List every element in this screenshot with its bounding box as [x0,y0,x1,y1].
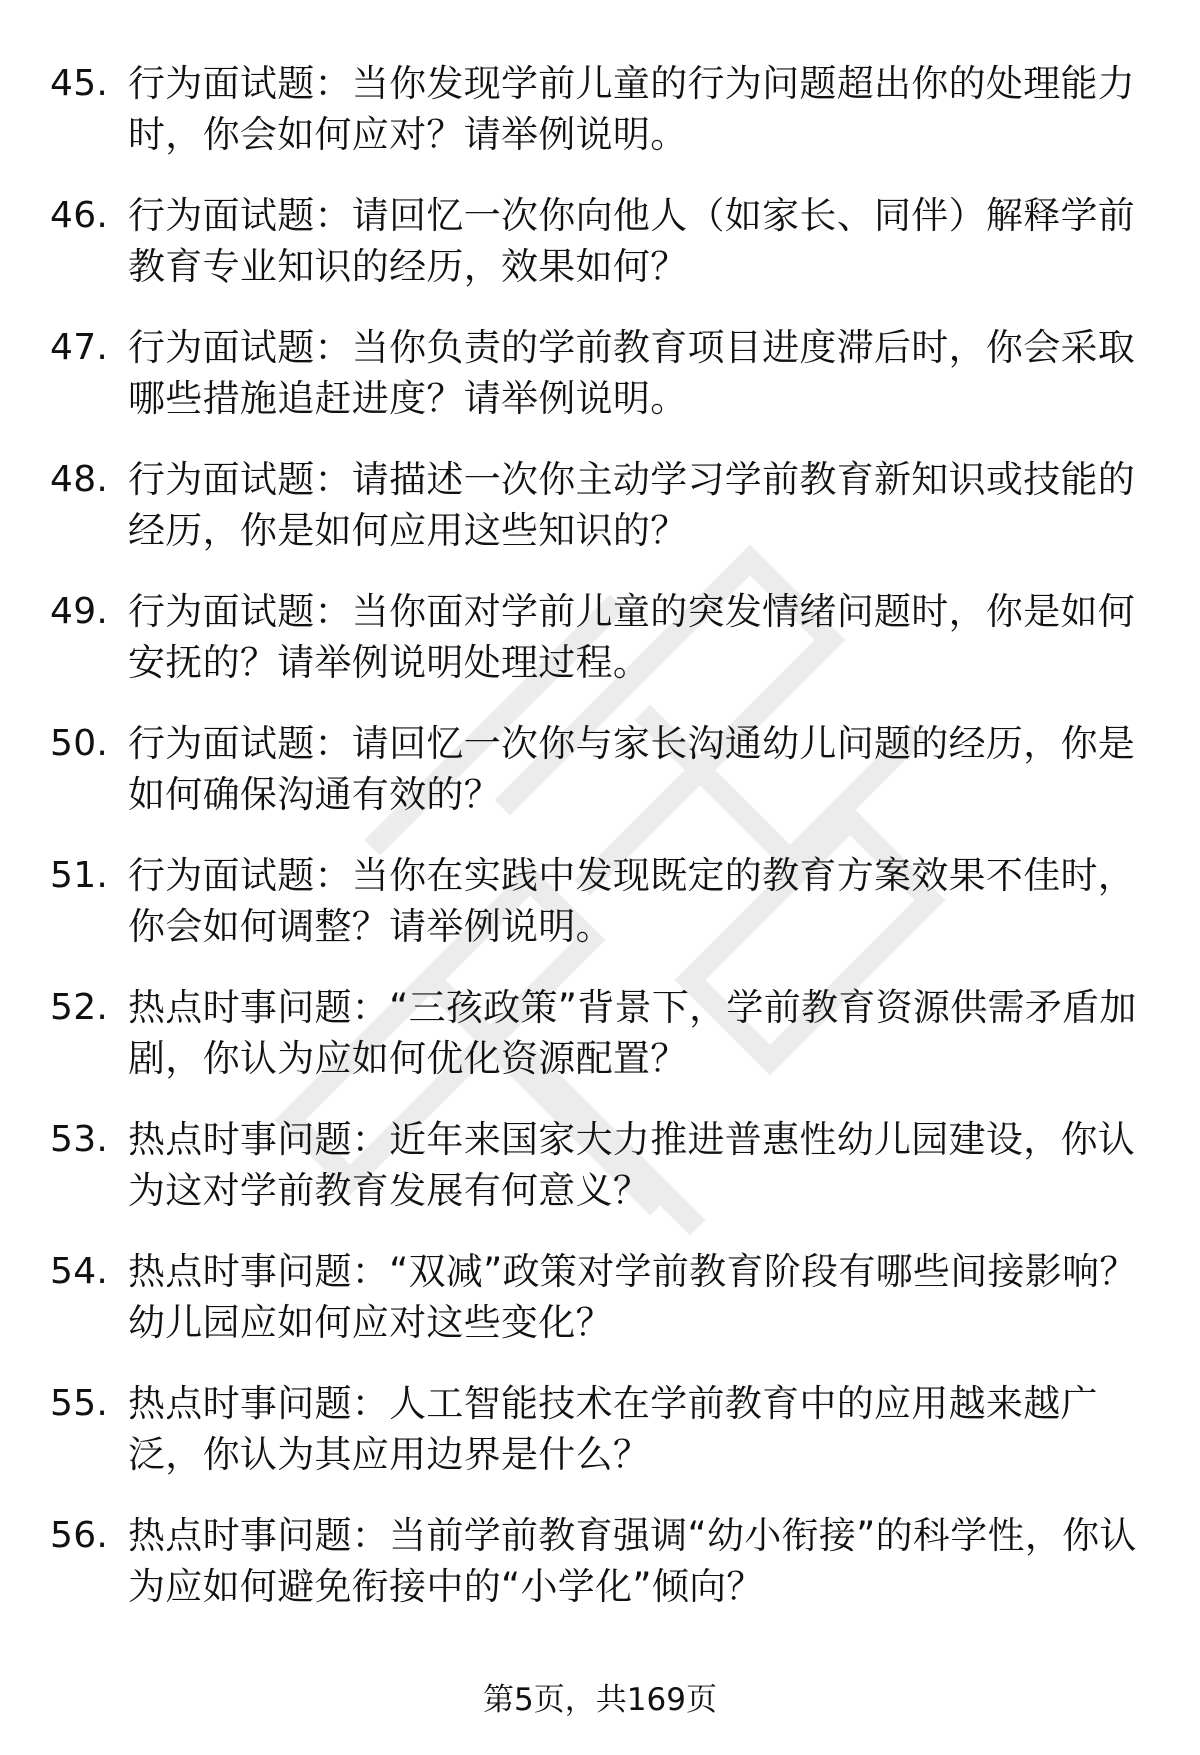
question-text: 行为面试题：请回忆一次你向他人（如家长、同伴）解释学前教育专业知识的经历，效果如何？ [128,194,1136,288]
question-number: 46. [50,195,109,236]
question-number: 45. [50,63,109,104]
question-text: 热点时事问题：“双减”政策对学前教育阶段有哪些间接影响？幼儿园应如何应对这些变化？ [128,1250,1137,1344]
question-item [50,322,1150,424]
question-number: 49. [50,591,109,632]
question-item [50,190,1150,292]
question-text: 热点时事问题：人工智能技术在学前教育中的应用越来越广泛，你认为其应用边界是什么？ [128,1382,1098,1476]
question-number: 52. [50,987,109,1028]
question-text: 热点时事问题：当前学前教育强调“幼小衔接”的科学性，你认为应如何避免衔接中的“小学化”倾向？ [128,1514,1137,1608]
question-number: 48. [50,459,109,500]
question-text: 行为面试题：当你面对学前儿童的突发情绪问题时，你是如何安抚的？请举例说明处理过程。 [128,590,1136,684]
question-text: 行为面试题：当你在实践中发现既定的教育方案效果不佳时，你会如何调整？请举例说明。 [128,854,1136,948]
question-item [50,1378,1150,1480]
question-text: 热点时事问题：近年来国家大力推进普惠性幼儿园建设，你认为这对学前教育发展有何意义？ [128,1118,1136,1212]
question-number: 50. [50,723,109,764]
question-number: 51. [50,855,109,896]
page-number: 第5页，共169页 [483,1682,717,1718]
question-text: 行为面试题：当你发现学前儿童的行为问题超出你的处理能力时，你会如何应对？请举例说明。 [128,62,1136,156]
question-text: 行为面试题：请描述一次你主动学习学前教育新知识或技能的经历，你是如何应用这些知识的？ [128,458,1136,552]
question-item [50,718,1150,820]
question-number: 55. [50,1383,109,1424]
question-item [50,1510,1150,1612]
question-number: 54. [50,1251,109,1292]
question-item [50,454,1150,556]
question-text: 行为面试题：请回忆一次你与家长沟通幼儿问题的经历，你是如何确保沟通有效的？ [128,722,1136,816]
question-item [50,1114,1150,1216]
question-item [50,982,1150,1084]
question-item [50,1246,1150,1348]
question-text: 热点时事问题：“三孩政策”背景下，学前教育资源供需矛盾加剧，你认为应如何优化资源配置？ [128,986,1137,1080]
question-text: 行为面试题：当你负责的学前教育项目进度滞后时，你会采取哪些措施追赶进度？请举例说明。 [128,326,1136,420]
question-item [50,58,1150,160]
question-number: 47. [50,327,109,368]
question-list [50,58,1150,1642]
question-item [50,850,1150,952]
question-number: 53. [50,1119,109,1160]
question-item [50,586,1150,688]
question-number: 56. [50,1515,109,1556]
